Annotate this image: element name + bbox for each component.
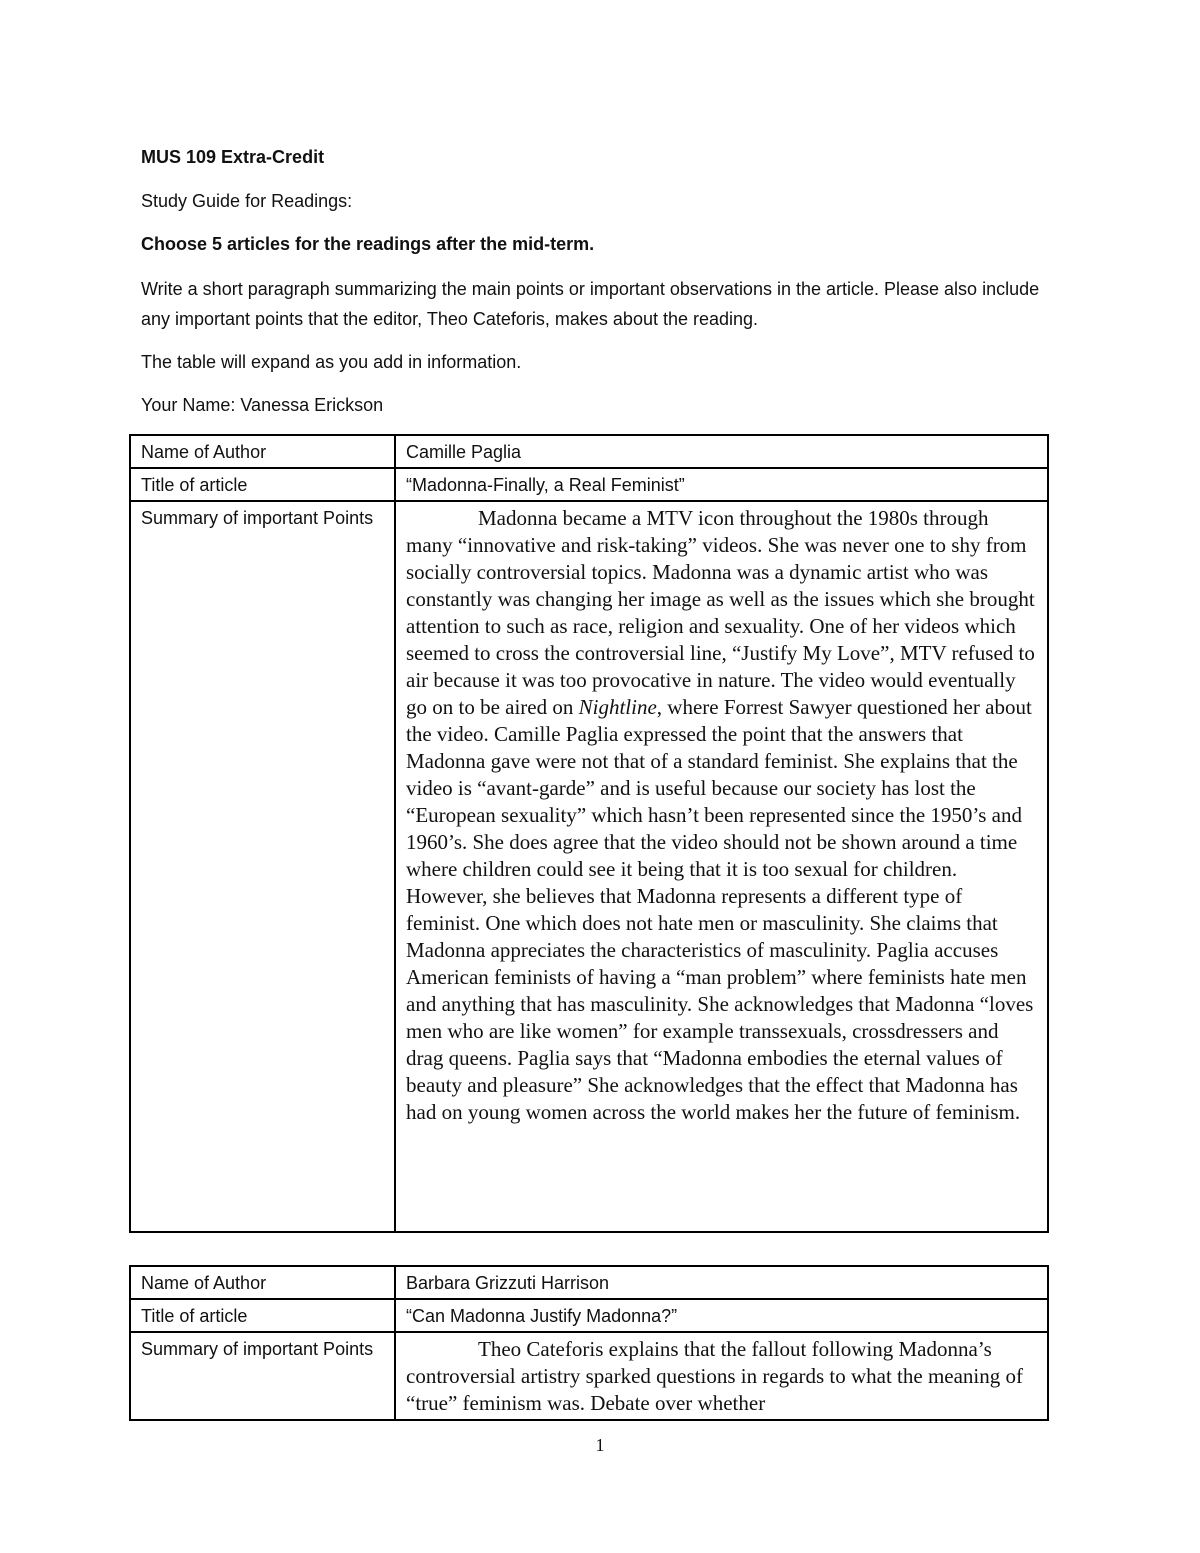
summary-text [406,505,1037,1126]
your-name: Your Name: Vanessa Erickson [141,395,384,415]
summary-cell[interactable] [395,1332,1048,1420]
summary-cell[interactable] [395,501,1048,1232]
study-guide-label: Study Guide for Readings: [141,191,353,211]
table-row [130,1332,1048,1420]
summary-label: Summary of important Points [130,501,395,1232]
summary-text-part-2: , where Forrest Sawyer questioned her about the video. Camille Paglia expressed the point that the answers that Madonna gave were not that of a standard feminist. She explains that the video is “avant-garde” and is useful because our society has lost the “European sexuality” which hasn’t been represented since the 1950’s and 1960’s. She does agree that the video should not be shown around a time where children could see it being that it is too sexual for children. However, she believes that Madonna represents a different type of feminist. One which does not hate men or masculinity. She claims that Madonna appreciates the characteristics of masculinity. Paglia accuses American feminists of having a “man problem” where feminists hate men and anything that has masculinity. She acknowledges that Madonna “loves men who are like women” for example transsexuals, crossdressers and drag queens. Paglia says that “Madonna embodies the eternal values of beauty and pleasure” She acknowledges that the effect that Madonna has had on young women across the world makes her the future of feminism. [406,695,1034,1124]
title-value[interactable]: “Can Madonna Justify Madonna?” [395,1299,1048,1332]
table-row [130,501,1048,1232]
table-note: The table will expand as you add in information. [141,352,522,372]
title-label: Title of article [130,468,395,501]
author-value[interactable]: Camille Paglia [395,435,1048,468]
reading-table-1 [129,434,1049,1233]
page-number: 1 [595,1435,605,1455]
table-row [130,435,1048,468]
reading-table-2 [129,1265,1049,1421]
choose-instruction: Choose 5 articles for the readings after the mid-term. [141,234,595,254]
write-instruction: Write a short paragraph summarizing the main points or important observations in the article. Please also include any important points that the editor, Theo Cateforis, makes about the reading. [141,279,1040,329]
table-row [130,1299,1048,1332]
title-label: Title of article [130,1299,395,1332]
summary-label: Summary of important Points [130,1332,395,1420]
summary-italic-title: Nightline [578,695,657,719]
author-label: Name of Author [130,1266,395,1299]
title-value[interactable]: “Madonna-Finally, a Real Feminist” [395,468,1048,501]
summary-text: Theo Cateforis explains that the fallout following Madonna’s controversial artistry sparked questions in regards to what the meaning of “true” feminism was. Debate over whether [406,1337,1023,1415]
summary-text-part-1: Madonna became a MTV icon throughout the 1980s through many “innovative and risk-taking” videos. She was never one to shy from socially controversial topics. Madonna was a dynamic artist who was constantly was changing her image as well as the issues which she brought attention to such as race, religion and sexuality. One of her videos which seemed to cross the controversial line, “Justify My Love”, MTV refused to air because it was too provocative in nature. The video would eventually go on to be aired on [406,506,1035,719]
table-row [130,1266,1048,1299]
author-label: Name of Author [130,435,395,468]
author-value[interactable]: Barbara Grizzuti Harrison [395,1266,1048,1299]
course-title: MUS 109 Extra-Credit [141,147,325,167]
table-row [130,468,1048,501]
